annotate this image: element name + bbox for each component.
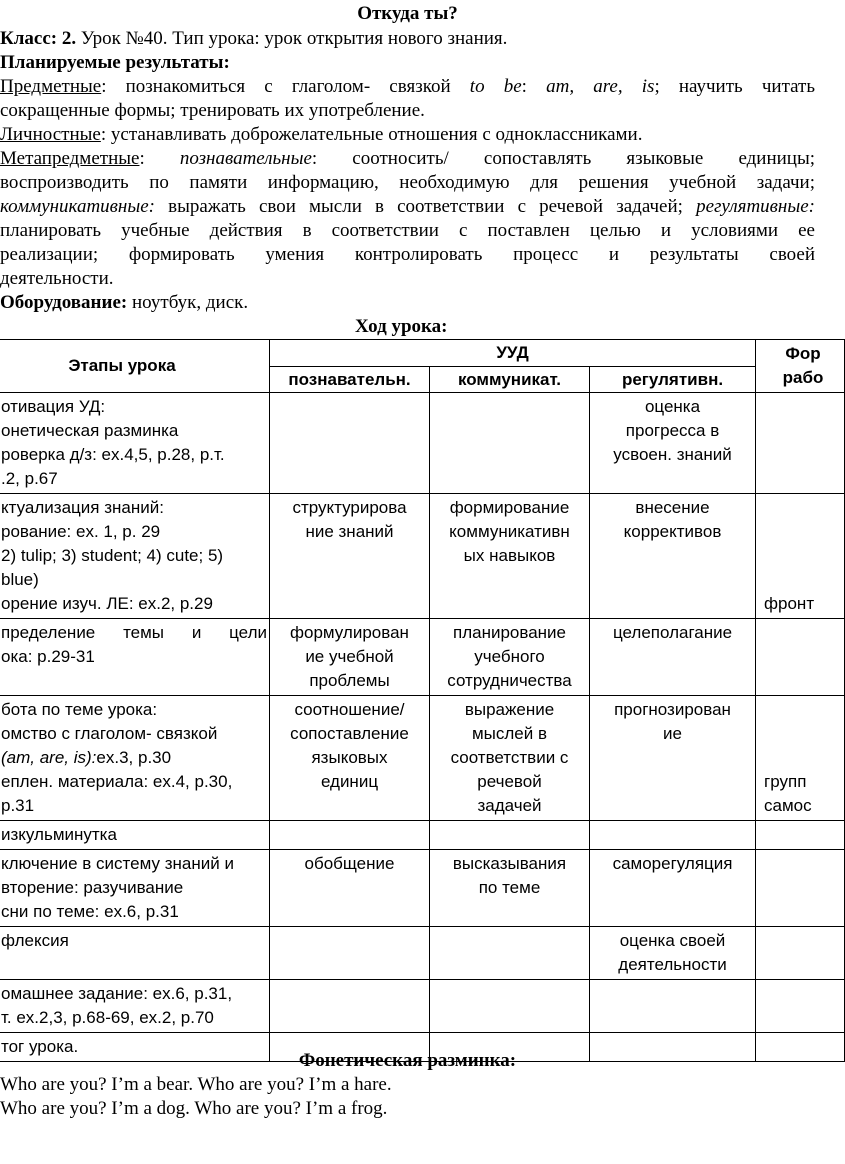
stage-cell-line: пределение темы и цели bbox=[1, 623, 267, 642]
communicative-cell-line: речевой bbox=[477, 772, 542, 791]
cognitive-cell-line: единиц bbox=[320, 772, 379, 791]
meta-text-c: : соотносить/ сопоставлять языковые единицы; bbox=[311, 148, 816, 169]
cognitive-cell-line: проблемы bbox=[309, 671, 390, 690]
stage-cell bbox=[0, 821, 270, 850]
table-row bbox=[0, 821, 845, 850]
communicative-cell-line: выражение bbox=[464, 700, 555, 719]
stage-cell-line: изкульминутка bbox=[1, 825, 117, 844]
stage-cell-line: ктуализация знаний: bbox=[1, 498, 164, 517]
meta-regulative-label: регулятивные: bbox=[696, 196, 815, 217]
stage-cell bbox=[0, 619, 270, 696]
meta-results-line-2: воспроизводить по памяти информацию, необходимую для решения учебной задачи; bbox=[0, 172, 815, 193]
communicative-cell bbox=[430, 393, 590, 494]
table-row bbox=[0, 619, 845, 696]
table-row bbox=[0, 927, 845, 980]
regulative-cell bbox=[590, 619, 756, 696]
cognitive-cell-line: ние знаний bbox=[305, 522, 394, 541]
cognitive-cell bbox=[270, 821, 430, 850]
regulative-cell-line: внесение bbox=[635, 498, 710, 517]
regulative-cell bbox=[590, 927, 756, 980]
subject-text-a: : познакомиться с глаголом- связкой bbox=[101, 76, 470, 97]
regulative-cell bbox=[590, 696, 756, 821]
header-stages: Этапы урока bbox=[0, 340, 270, 393]
personal-results bbox=[0, 123, 815, 147]
regulative-cell-line: деятельности bbox=[618, 955, 727, 974]
cognitive-cell bbox=[270, 927, 430, 980]
stage-cell-line: blue) bbox=[1, 570, 39, 589]
cognitive-cell bbox=[270, 850, 430, 927]
communicative-cell bbox=[430, 980, 590, 1033]
header-regulative: регулятивн. bbox=[590, 367, 756, 393]
form-cell bbox=[756, 619, 845, 696]
stage-cell-line: орение изуч. ЛЕ: ex.2, p.29 bbox=[1, 594, 213, 613]
meta-communicative-label: коммуникативные: bbox=[0, 196, 155, 217]
stage-cell-line: онетическая разминка bbox=[1, 421, 179, 440]
form-cell bbox=[756, 927, 845, 980]
meta-cognitive-label: познавательные bbox=[179, 148, 312, 169]
meta-results-line-3 bbox=[0, 195, 815, 219]
subject-label: Предметные bbox=[0, 76, 102, 97]
communicative-cell bbox=[430, 927, 590, 980]
form-cell-line: групп bbox=[764, 772, 807, 791]
communicative-cell-line: соответствии с bbox=[450, 748, 569, 767]
stage-cell-line: рование: ex. 1, p. 29 bbox=[1, 522, 161, 541]
meta-results-line-4: планировать учебные действия в соответствии с поставлен целью и условиями ее bbox=[0, 220, 815, 241]
personal-text: : устанавливать доброжелательные отношения с одноклассниками. bbox=[100, 124, 643, 145]
phonetic-line-1: Who are you? I’m a bear. Who are you? I’m a hare. bbox=[0, 1074, 392, 1095]
results-heading: Планируемые результаты: bbox=[0, 52, 230, 73]
cognitive-cell bbox=[270, 393, 430, 494]
communicative-cell-line: формирование bbox=[449, 498, 570, 517]
cognitive-cell-line: соотношение/ bbox=[294, 700, 405, 719]
table-row bbox=[0, 696, 845, 821]
subject-text-c: : bbox=[521, 76, 547, 97]
communicative-cell bbox=[430, 821, 590, 850]
stage-cell bbox=[0, 980, 270, 1033]
cognitive-cell-line: обобщение bbox=[304, 854, 395, 873]
table-row bbox=[0, 494, 845, 619]
cognitive-cell bbox=[270, 619, 430, 696]
communicative-cell-line: коммуникативн bbox=[449, 522, 570, 541]
regulative-cell-line: прогнозирован bbox=[614, 700, 731, 719]
regulative-cell bbox=[590, 393, 756, 494]
header-form-line-2: рабо bbox=[782, 368, 824, 387]
class-label: Класс: 2. bbox=[0, 28, 77, 49]
form-cell bbox=[756, 696, 845, 821]
header-communicative: коммуникат. bbox=[430, 367, 590, 393]
stage-cell bbox=[0, 393, 270, 494]
communicative-cell-line: задачей bbox=[477, 796, 542, 815]
stage-cell-line: тог урока. bbox=[1, 1037, 79, 1056]
meta-results-line-6: деятельности. bbox=[0, 268, 114, 289]
communicative-cell bbox=[430, 494, 590, 619]
lesson-title: Откуда ты? bbox=[357, 3, 458, 24]
stage-cell-line: (am, are, is):ex.3, p.30 bbox=[1, 748, 172, 767]
equipment-line bbox=[0, 291, 815, 315]
stage-cell bbox=[0, 494, 270, 619]
stage-cell-line: т. ex.2,3, p.68-69, ex.2, p.70 bbox=[1, 1008, 214, 1027]
communicative-cell-line: по теме bbox=[478, 878, 541, 897]
class-text: Урок №40. Тип урока: урок открытия нового знания. bbox=[76, 28, 508, 49]
regulative-cell bbox=[590, 850, 756, 927]
form-cell bbox=[756, 850, 845, 927]
regulative-cell-line: целеполагание bbox=[612, 623, 733, 642]
meta-text-a: : bbox=[139, 148, 180, 169]
verb-forms: (am, are, is): bbox=[1, 748, 97, 767]
communicative-cell bbox=[430, 696, 590, 821]
table-row bbox=[0, 980, 845, 1033]
header-cognitive: познавательн. bbox=[270, 367, 430, 393]
cognitive-cell bbox=[270, 980, 430, 1033]
header-form bbox=[756, 340, 845, 393]
subject-results-line-2: сокращенные формы; тренировать их употребление. bbox=[0, 100, 425, 121]
communicative-cell bbox=[430, 619, 590, 696]
regulative-cell bbox=[590, 494, 756, 619]
table-title: Ход урока: bbox=[355, 316, 448, 337]
stage-cell-line: 2) tulip; 3) student; 4) cute; 5) bbox=[1, 546, 224, 565]
stage-cell-line: сни по теме: ex.6, p.31 bbox=[1, 902, 179, 921]
subject-verb: to be bbox=[469, 76, 522, 97]
stage-cell bbox=[0, 927, 270, 980]
regulative-cell bbox=[590, 821, 756, 850]
stage-cell-line: флексия bbox=[1, 931, 69, 950]
stage-cell bbox=[0, 850, 270, 927]
cognitive-cell-line: ие учебной bbox=[305, 647, 394, 666]
form-cell bbox=[756, 494, 845, 619]
communicative-cell-line: высказывания bbox=[452, 854, 567, 873]
header-form-line-1: Фор bbox=[785, 344, 821, 363]
stage-cell bbox=[0, 696, 270, 821]
stage-cell-line: ока: p.29-31 bbox=[1, 647, 95, 666]
subject-results-line-1 bbox=[0, 75, 815, 99]
communicative-cell-line: сотрудничества bbox=[447, 671, 572, 690]
stage-cell-line: роверка д/з: ex.4,5, p.28, р.т. bbox=[1, 445, 225, 464]
header-uud: УУД bbox=[270, 340, 756, 367]
stage-cell-line: p.31 bbox=[1, 796, 35, 815]
communicative-cell-line: мыслей в bbox=[471, 724, 548, 743]
cognitive-cell-line: структурирова bbox=[292, 498, 407, 517]
table-row bbox=[0, 393, 845, 494]
communicative-cell bbox=[430, 850, 590, 927]
form-cell-line: самос bbox=[764, 796, 812, 815]
meta-label: Метапредметные bbox=[0, 148, 140, 169]
communicative-cell-line: планирование bbox=[452, 623, 566, 642]
regulative-cell-line: оценка своей bbox=[619, 931, 726, 950]
stage-cell-line: бота по теме урока: bbox=[1, 700, 158, 719]
stage-cell-line: омство с глаголом- связкой bbox=[1, 724, 218, 743]
regulative-cell-line: усвоен. знаний bbox=[613, 445, 732, 464]
lesson-plan-table bbox=[0, 339, 845, 1062]
subject-forms: am, are, is bbox=[546, 76, 655, 97]
cognitive-cell-line: формулирован bbox=[290, 623, 409, 642]
subject-text-e: ; научить читать bbox=[654, 76, 816, 97]
meta-results-line-1 bbox=[0, 147, 815, 171]
regulative-cell-line: ие bbox=[663, 724, 682, 743]
regulative-cell-line: оценка bbox=[644, 397, 701, 416]
personal-label: Личностные bbox=[0, 124, 101, 145]
communicative-cell-line: учебного bbox=[474, 647, 545, 666]
cognitive-cell bbox=[270, 696, 430, 821]
meta-text-3b: выражать свои мысли в соответствии с речевой задачей; bbox=[155, 196, 697, 217]
regulative-cell bbox=[590, 980, 756, 1033]
table-row bbox=[0, 850, 845, 927]
stage-cell-line: отивация УД: bbox=[1, 397, 106, 416]
phonetic-heading: Фонетическая разминка: bbox=[298, 1050, 517, 1071]
form-cell bbox=[756, 821, 845, 850]
stage-cell-line: ключение в систему знаний и bbox=[1, 854, 234, 873]
equipment-label: Оборудование: bbox=[0, 292, 128, 313]
form-cell bbox=[756, 393, 845, 494]
form-cell bbox=[756, 980, 845, 1033]
phonetic-line-2: Who are you? I’m a dog. Who are you? I’m a frog. bbox=[0, 1098, 388, 1119]
regulative-cell-line: прогресса в bbox=[625, 421, 720, 440]
stage-cell-line: вторение: разучивание bbox=[1, 878, 184, 897]
stage-cell-line: .2, p.67 bbox=[1, 469, 58, 488]
form-cell-line: фронт bbox=[764, 594, 815, 613]
cognitive-cell-line: языковых bbox=[311, 748, 388, 767]
regulative-cell-line: саморегуляция bbox=[612, 854, 733, 873]
meta-results-line-5: реализации; формировать умения контролировать процесс и результаты своей bbox=[0, 244, 815, 265]
equipment-text: ноутбук, диск. bbox=[127, 292, 249, 313]
regulative-cell-line: коррективов bbox=[623, 522, 722, 541]
class-line bbox=[0, 27, 815, 51]
stage-cell-line: омашнее задание: ex.6, p.31, bbox=[1, 984, 233, 1003]
cognitive-cell-line: сопоставление bbox=[290, 724, 409, 743]
stage-cell-line: еплен. материала: ex.4, p.30, bbox=[1, 772, 233, 791]
cognitive-cell bbox=[270, 494, 430, 619]
communicative-cell-line: ых навыков bbox=[463, 546, 556, 565]
